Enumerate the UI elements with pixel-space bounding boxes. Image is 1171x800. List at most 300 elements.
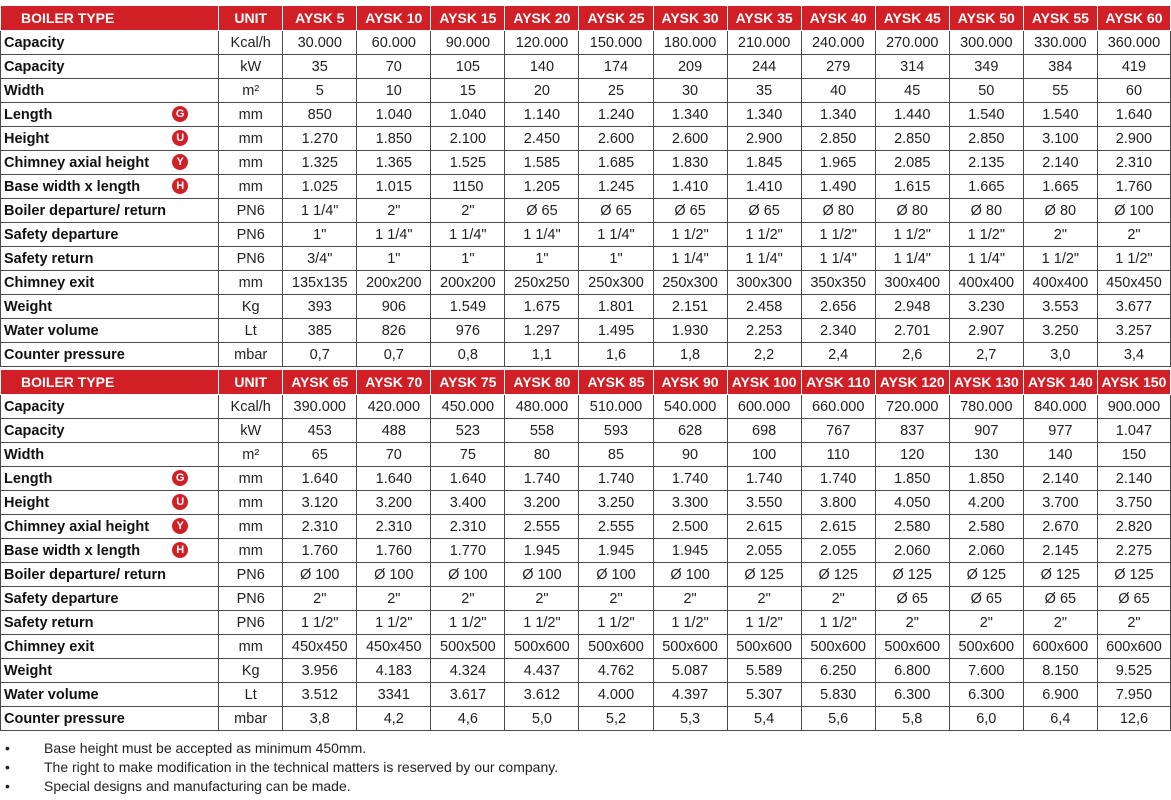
unit-cell: PN6 [219,611,283,635]
letter-g-badge-icon: G [172,106,188,122]
value-cell: 1.047 [1097,419,1170,443]
row-label-cell [1,175,219,199]
value-cell: 6.300 [949,683,1023,707]
value-cell: 150 [1097,443,1170,467]
value-cell: 906 [357,295,431,319]
value-cell: Ø 100 [357,563,431,587]
row-label: Chimney exit [4,638,95,655]
value-cell: 2.948 [875,295,949,319]
header-model: AYSK 65 [283,370,357,395]
table-row [1,127,1171,151]
table-row [1,79,1171,103]
value-cell: 1.760 [357,539,431,563]
value-cell: 1 1/2" [505,611,579,635]
value-cell: 2.580 [875,515,949,539]
value-cell: 2.135 [949,151,1023,175]
value-cell: Ø 100 [579,563,653,587]
value-cell: 400x400 [949,271,1023,295]
footnotes [0,739,558,796]
value-cell: 1.830 [653,151,727,175]
value-cell: 1.850 [357,127,431,151]
value-cell: Ø 65 [579,199,653,223]
value-cell: 1.685 [579,151,653,175]
value-cell: 60 [1097,79,1170,103]
row-label-cell [1,419,219,443]
value-cell: 2.310 [357,515,431,539]
value-cell: 30 [653,79,727,103]
row-label-cell [1,103,219,127]
value-cell: 5,2 [579,707,653,731]
value-cell: 840.000 [1023,395,1097,419]
value-cell: 140 [1023,443,1097,467]
value-cell: 2" [283,587,357,611]
header-model: AYSK 70 [357,370,431,395]
value-cell: Ø 80 [1023,199,1097,223]
row-label: Safety departure [4,590,119,607]
value-cell: 209 [653,55,727,79]
row-label: Capacity [4,398,65,415]
unit-cell: Kcal/h [219,395,283,419]
value-cell: 1 1/4" [283,199,357,223]
letter-g-badge-icon: G [172,470,188,486]
value-cell: 3.250 [1023,319,1097,343]
value-cell: Ø 125 [1097,563,1170,587]
value-cell: 3.553 [1023,295,1097,319]
value-cell: 600x600 [1097,635,1170,659]
header-model: AYSK 45 [875,6,949,31]
value-cell: 1.760 [283,539,357,563]
value-cell: 2.555 [505,515,579,539]
value-cell: 5,8 [875,707,949,731]
value-cell: 1 1/2" [653,611,727,635]
value-cell: 593 [579,419,653,443]
row-label-cell [1,683,219,707]
header-boiler-type: BOILER TYPE [1,370,219,395]
value-cell: 540.000 [653,395,727,419]
row-label-cell [1,319,219,343]
value-cell: 2.275 [1097,539,1170,563]
value-cell: 2.060 [949,539,1023,563]
value-cell: 1 1/2" [801,223,875,247]
value-cell: 314 [875,55,949,79]
value-cell: 2.055 [727,539,801,563]
value-cell: 3.300 [653,491,727,515]
value-cell: 4.000 [579,683,653,707]
value-cell: Ø 100 [505,563,579,587]
value-cell: 330.000 [1023,31,1097,55]
value-cell: 1.205 [505,175,579,199]
value-cell: 5.589 [727,659,801,683]
value-cell: 1 1/4" [801,247,875,271]
value-cell: 1 1/2" [727,611,801,635]
value-cell: 1.549 [431,295,505,319]
value-cell: 1.665 [949,175,1023,199]
value-cell: 1.740 [727,467,801,491]
value-cell: 4.397 [653,683,727,707]
value-cell: 1 1/4" [357,223,431,247]
header-model: AYSK 5 [283,6,357,31]
value-cell: 2,4 [801,343,875,367]
value-cell: 1.540 [949,103,1023,127]
row-label: Boiler departure/ return [4,202,166,219]
header-model: AYSK 150 [1097,370,1170,395]
value-cell: 120.000 [505,31,579,55]
value-cell: 1.945 [579,539,653,563]
value-cell: 1.930 [653,319,727,343]
value-cell: 1.270 [283,127,357,151]
row-label: Length [4,470,53,487]
value-cell: 500x600 [875,635,949,659]
value-cell: 3.100 [1023,127,1097,151]
value-cell: 720.000 [875,395,949,419]
value-cell: 3.617 [431,683,505,707]
value-cell: 2.850 [801,127,875,151]
table-row [1,319,1171,343]
value-cell: 400x400 [1023,271,1097,295]
value-cell: 35 [283,55,357,79]
value-cell: 1.495 [579,319,653,343]
table-row [1,55,1171,79]
row-label-cell [1,395,219,419]
value-cell: 210.000 [727,31,801,55]
value-cell: 1 1/2" [357,611,431,635]
value-cell: Ø 100 [1097,199,1170,223]
value-cell: 70 [357,443,431,467]
value-cell: 2.310 [283,515,357,539]
value-cell: 3.512 [283,683,357,707]
row-label-cell [1,491,219,515]
value-cell: 0,8 [431,343,505,367]
value-cell: 2" [431,199,505,223]
value-cell: 450x450 [283,635,357,659]
unit-cell: kW [219,55,283,79]
value-cell: 2.615 [727,515,801,539]
value-cell: 698 [727,419,801,443]
value-cell: 1.325 [283,151,357,175]
header-model: AYSK 75 [431,370,505,395]
value-cell: 523 [431,419,505,443]
table-row [1,223,1171,247]
value-cell: 1.850 [949,467,1023,491]
value-cell: 25 [579,79,653,103]
value-cell: 2.085 [875,151,949,175]
value-cell: 2.656 [801,295,875,319]
value-cell: 100 [727,443,801,467]
header-unit: UNIT [219,6,283,31]
value-cell: 5,4 [727,707,801,731]
header-model: AYSK 80 [505,370,579,395]
unit-cell: Kg [219,659,283,683]
value-cell: 110 [801,443,875,467]
value-cell: Ø 125 [727,563,801,587]
value-cell: 80 [505,443,579,467]
value-cell: 4,2 [357,707,431,731]
value-cell: Ø 100 [283,563,357,587]
value-cell: 2" [505,587,579,611]
footnote-item [0,777,558,796]
value-cell: 5.830 [801,683,875,707]
value-cell: Ø 65 [1097,587,1170,611]
unit-cell: mm [219,539,283,563]
value-cell: 780.000 [949,395,1023,419]
value-cell: 3.200 [357,491,431,515]
value-cell: 385 [283,319,357,343]
value-cell: 2.140 [1023,467,1097,491]
row-label: Height [4,130,50,147]
value-cell: 1.945 [653,539,727,563]
value-cell: 120 [875,443,949,467]
value-cell: 3.250 [579,491,653,515]
header-row [1,370,1171,395]
value-cell: 2.615 [801,515,875,539]
value-cell: 1 1/4" [431,223,505,247]
value-cell: 1 1/2" [949,223,1023,247]
table-row [1,491,1171,515]
value-cell: 2.450 [505,127,579,151]
value-cell: 240.000 [801,31,875,55]
value-cell: 6.250 [801,659,875,683]
value-cell: Ø 100 [653,563,727,587]
value-cell: 174 [579,55,653,79]
value-cell: 767 [801,419,875,443]
value-cell: 2.500 [653,515,727,539]
value-cell: 90 [653,443,727,467]
value-cell: 0,7 [357,343,431,367]
value-cell: 1" [357,247,431,271]
value-cell: 450x450 [357,635,431,659]
value-cell: 7.600 [949,659,1023,683]
header-model: AYSK 140 [1023,370,1097,395]
value-cell: 1 1/2" [727,223,801,247]
value-cell: 1 1/4" [875,247,949,271]
row-label-cell [1,295,219,319]
row-label-cell [1,343,219,367]
value-cell: 2" [1097,223,1170,247]
value-cell: 510.000 [579,395,653,419]
row-label: Length [4,106,53,123]
footnote-text: The right to make modification in the technical matters is reserved by our company. [44,759,559,775]
header-model: AYSK 30 [653,6,727,31]
spec-table-2 [0,369,1171,731]
value-cell: 450x450 [1097,271,1170,295]
value-cell: 1.040 [431,103,505,127]
value-cell: 850 [283,103,357,127]
value-cell: 6,4 [1023,707,1097,731]
unit-cell: mm [219,467,283,491]
header-model: AYSK 85 [579,370,653,395]
row-label: Capacity [4,34,65,51]
value-cell: 1.640 [283,467,357,491]
value-cell: 2,6 [875,343,949,367]
value-cell: 2.055 [801,539,875,563]
value-cell: 2" [357,587,431,611]
value-cell: 3.677 [1097,295,1170,319]
bullet-icon: • [5,778,10,794]
value-cell: 977 [1023,419,1097,443]
value-cell: 2" [431,587,505,611]
value-cell: 558 [505,419,579,443]
value-cell: 90.000 [431,31,505,55]
value-cell: Ø 80 [949,199,1023,223]
row-label-cell [1,151,219,175]
value-cell: 2.100 [431,127,505,151]
value-cell: 2.151 [653,295,727,319]
value-cell: 3.200 [505,491,579,515]
value-cell: 250x300 [653,271,727,295]
table-row [1,515,1171,539]
value-cell: 826 [357,319,431,343]
value-cell: 300x300 [727,271,801,295]
value-cell: 1,8 [653,343,727,367]
value-cell: 1 1/2" [283,611,357,635]
value-cell: 140 [505,55,579,79]
value-cell: 2" [727,587,801,611]
value-cell: Ø 125 [949,563,1023,587]
header-boiler-type: BOILER TYPE [1,6,219,31]
row-label: Chimney axial height [4,154,150,171]
row-label-cell [1,659,219,683]
value-cell: 2.140 [1023,151,1097,175]
unit-cell: mm [219,491,283,515]
table-row [1,151,1171,175]
table-row [1,247,1171,271]
value-cell: 6,0 [949,707,1023,731]
value-cell: 2.670 [1023,515,1097,539]
value-cell: 50 [949,79,1023,103]
value-cell: 2.145 [1023,539,1097,563]
table-row [1,103,1171,127]
row-label-cell [1,635,219,659]
value-cell: Ø 125 [1023,563,1097,587]
value-cell: 500x500 [431,635,505,659]
table-row [1,175,1171,199]
value-cell: 390.000 [283,395,357,419]
value-cell: 500x600 [505,635,579,659]
value-cell: 2.907 [949,319,1023,343]
value-cell: 600x600 [1023,635,1097,659]
row-label-cell [1,127,219,151]
value-cell: 1.585 [505,151,579,175]
value-cell: Ø 65 [1023,587,1097,611]
value-cell: 349 [949,55,1023,79]
row-label: Capacity [4,58,65,75]
header-model: AYSK 60 [1097,6,1170,31]
letter-h-badge-icon: H [172,178,188,194]
row-label-cell [1,55,219,79]
value-cell: 3.550 [727,491,801,515]
value-cell: 628 [653,419,727,443]
value-cell: 1 1/2" [801,611,875,635]
row-label: Base width x length [4,178,141,195]
value-cell: 300.000 [949,31,1023,55]
value-cell: 40 [801,79,875,103]
value-cell: 2.310 [1097,151,1170,175]
value-cell: 1" [431,247,505,271]
unit-cell: mbar [219,707,283,731]
unit-cell: mm [219,151,283,175]
unit-cell: PN6 [219,223,283,247]
value-cell: 2.253 [727,319,801,343]
value-cell: 1.665 [1023,175,1097,199]
value-cell: 1" [505,247,579,271]
row-label-cell [1,707,219,731]
value-cell: 2.600 [579,127,653,151]
value-cell: 419 [1097,55,1170,79]
value-cell: Ø 65 [949,587,1023,611]
value-cell: 2" [1023,223,1097,247]
value-cell: 135x135 [283,271,357,295]
table-row [1,563,1171,587]
value-cell: 1.675 [505,295,579,319]
value-cell: 1,1 [505,343,579,367]
value-cell: 8.150 [1023,659,1097,683]
value-cell: 85 [579,443,653,467]
row-label: Safety return [4,250,94,267]
header-model: AYSK 55 [1023,6,1097,31]
value-cell: 0,7 [283,343,357,367]
unit-cell: mm [219,127,283,151]
value-cell: 12,6 [1097,707,1170,731]
row-label: Chimney axial height [4,518,150,535]
unit-cell: Lt [219,683,283,707]
letter-y-badge-icon: Y [172,518,188,534]
row-label: Counter pressure [4,710,125,727]
value-cell: Ø 65 [653,199,727,223]
value-cell: 1.770 [431,539,505,563]
value-cell: 2.600 [653,127,727,151]
value-cell: 15 [431,79,505,103]
value-cell: 1.040 [357,103,431,127]
value-cell: 4.050 [875,491,949,515]
value-cell: 500x600 [949,635,1023,659]
header-model: AYSK 130 [949,370,1023,395]
value-cell: 2,7 [949,343,1023,367]
letter-y-badge-icon: Y [172,154,188,170]
value-cell: 1.525 [431,151,505,175]
header-model: AYSK 35 [727,6,801,31]
unit-cell: mm [219,175,283,199]
value-cell: 1" [579,247,653,271]
value-cell: 20 [505,79,579,103]
row-label-cell [1,563,219,587]
value-cell: 4.200 [949,491,1023,515]
value-cell: 5.087 [653,659,727,683]
value-cell: 1.340 [801,103,875,127]
row-label: Safety return [4,614,94,631]
value-cell: 907 [949,419,1023,443]
value-cell: Ø 80 [801,199,875,223]
value-cell: 4,6 [431,707,505,731]
value-cell: Ø 125 [875,563,949,587]
value-cell: Ø 80 [875,199,949,223]
unit-cell: mm [219,635,283,659]
row-label: Water volume [4,322,99,339]
row-label: Water volume [4,686,99,703]
header-model: AYSK 120 [875,370,949,395]
value-cell: 1,6 [579,343,653,367]
value-cell: 1.015 [357,175,431,199]
value-cell: 3.612 [505,683,579,707]
bullet-icon: • [5,759,10,775]
value-cell: 3.750 [1097,491,1170,515]
unit-cell: kW [219,419,283,443]
value-cell: 2" [801,587,875,611]
table-row [1,395,1171,419]
value-cell: 3,4 [1097,343,1170,367]
row-label: Width [4,446,45,463]
header-model: AYSK 15 [431,6,505,31]
table-row [1,443,1171,467]
